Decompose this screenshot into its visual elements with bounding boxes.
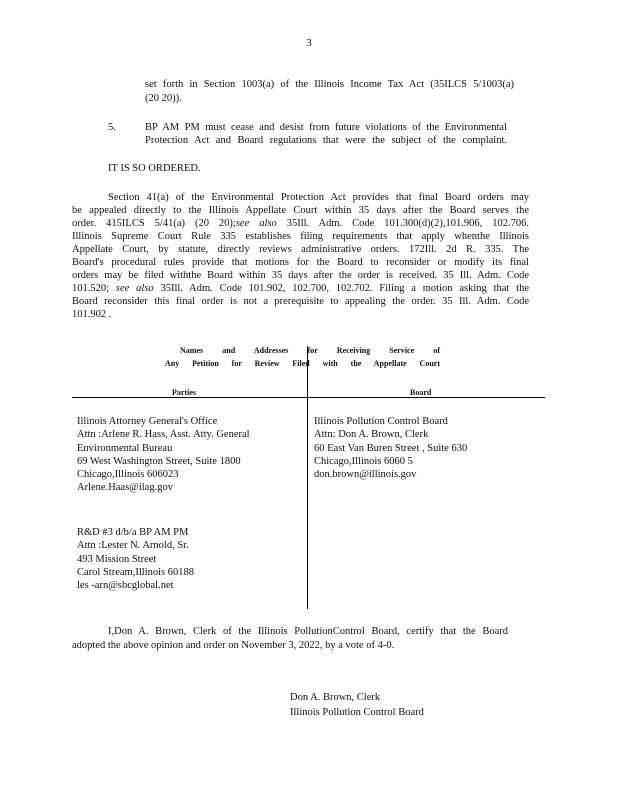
board-line: Illinois Pollution Control Board	[314, 416, 448, 427]
party1-line: Illinois Attorney General's Office	[77, 416, 218, 427]
table-horizontal-rule	[72, 397, 545, 398]
item4-line2: (20 20)).	[145, 93, 182, 104]
page-number: 3	[306, 37, 312, 49]
item5-number: 5.	[108, 122, 116, 133]
item4-line1: set forth in Section 1003(a) of the Illinois Income Tax Act (35ILCS 5/1003(a)	[145, 79, 514, 90]
board-line: 60 East Van Buren Street , Suite 630	[314, 442, 468, 454]
party2-line: Carol Stream,Illinois 60188	[77, 566, 194, 578]
para-line-10: 101.902 .	[72, 309, 112, 320]
para-line-2: be appealed directly to the Illinois Appellate Court within 35 days after the Board serves the	[72, 205, 529, 216]
column-header-parties: Parties	[172, 388, 196, 397]
para-line-6: Board's procedural rules provide that motions for the Board to reconsider or modify its final	[72, 257, 529, 268]
party-respondent	[77, 526, 194, 592]
party1-line: Attn :Arlene R. Hass, Asst. Atty. General	[77, 429, 250, 441]
party2-line: 493 Mission Street	[77, 553, 157, 565]
item5-line1: BP AM PM must cease and desist from future violations of the Environmental	[145, 122, 507, 133]
table-vertical-divider	[307, 346, 308, 609]
party1-line: 69 West Washington Street, Suite 1800	[77, 455, 241, 467]
para-line-8: 101.520; see also 35Ill. Adm. Code 101.902, 102.700, 102.702. Filing a motion asking that the	[72, 283, 529, 294]
para-line-3: order. 415ILCS 5/41(a) (20 20);see also 35Ill. Adm. Code 101.300(d)(2),101.906, 102.706.	[72, 218, 529, 229]
party2-email: les -arn@sbcglobal.net	[77, 580, 174, 592]
table-title-line2: Any Petition for Review Filed with the Appellate Court	[165, 359, 440, 368]
signature-organization: Illinois Pollution Control Board	[290, 707, 424, 718]
party2-line: R&D #3 d/b/a BP AM PM	[77, 527, 189, 538]
board-line: Attn: Don A. Brown, Clerk	[314, 429, 429, 441]
certification-line2: adopted the above opinion and order on November 3, 2022, by a vote of 4-0.	[72, 640, 395, 651]
party-attorney-general	[77, 415, 250, 495]
party1-line: Chicago,Illinois 606023	[77, 469, 179, 481]
para-line-1: Section 41(a) of the Environmental Protection Act provides that final Board orders may	[108, 192, 529, 203]
signature-name: Don A. Brown, Clerk	[290, 692, 381, 703]
column-header-board: Board	[410, 388, 432, 397]
certification-line1: I,Don A. Brown, Clerk of the Illinois PollutionControl Board, certify that the Board	[108, 626, 508, 637]
ordered-statement: IT IS SO ORDERED.	[108, 163, 201, 174]
para-line-4: Illinois Supreme Court Rule 335 establishes filing requirements that apply whenthe Illinois	[72, 231, 529, 242]
para-line-9: Board reconsider this final order is not a prerequisite to appealing the order. 35 Ill. Adm. Code	[72, 296, 529, 307]
party1-email: Arlene.Haas@ilag.gov	[77, 482, 173, 494]
party2-line: Attn :Lester N. Arnold, Sr.	[77, 540, 189, 552]
table-title-line1: Names and Addresses for Receiving Service of	[180, 346, 440, 355]
board-email: don.brown@illinois.gov	[314, 469, 417, 481]
para-line-5: Appellate Court, by statute, directly reviews administrative orders. 172Ill. 2d R. 335. The	[72, 244, 529, 255]
item5-line2: Protection Act and Board regulations that were the subject of the complaint.	[145, 135, 507, 146]
party1-line: Environmental Bureau	[77, 442, 173, 454]
board-line: Chicago,Illinois 6060 5	[314, 455, 413, 467]
para-line-7: orders may be filed withthe Board within 35 days after the order is received. 35 Ill. Adm. Code	[72, 270, 529, 281]
board-address	[314, 415, 467, 481]
